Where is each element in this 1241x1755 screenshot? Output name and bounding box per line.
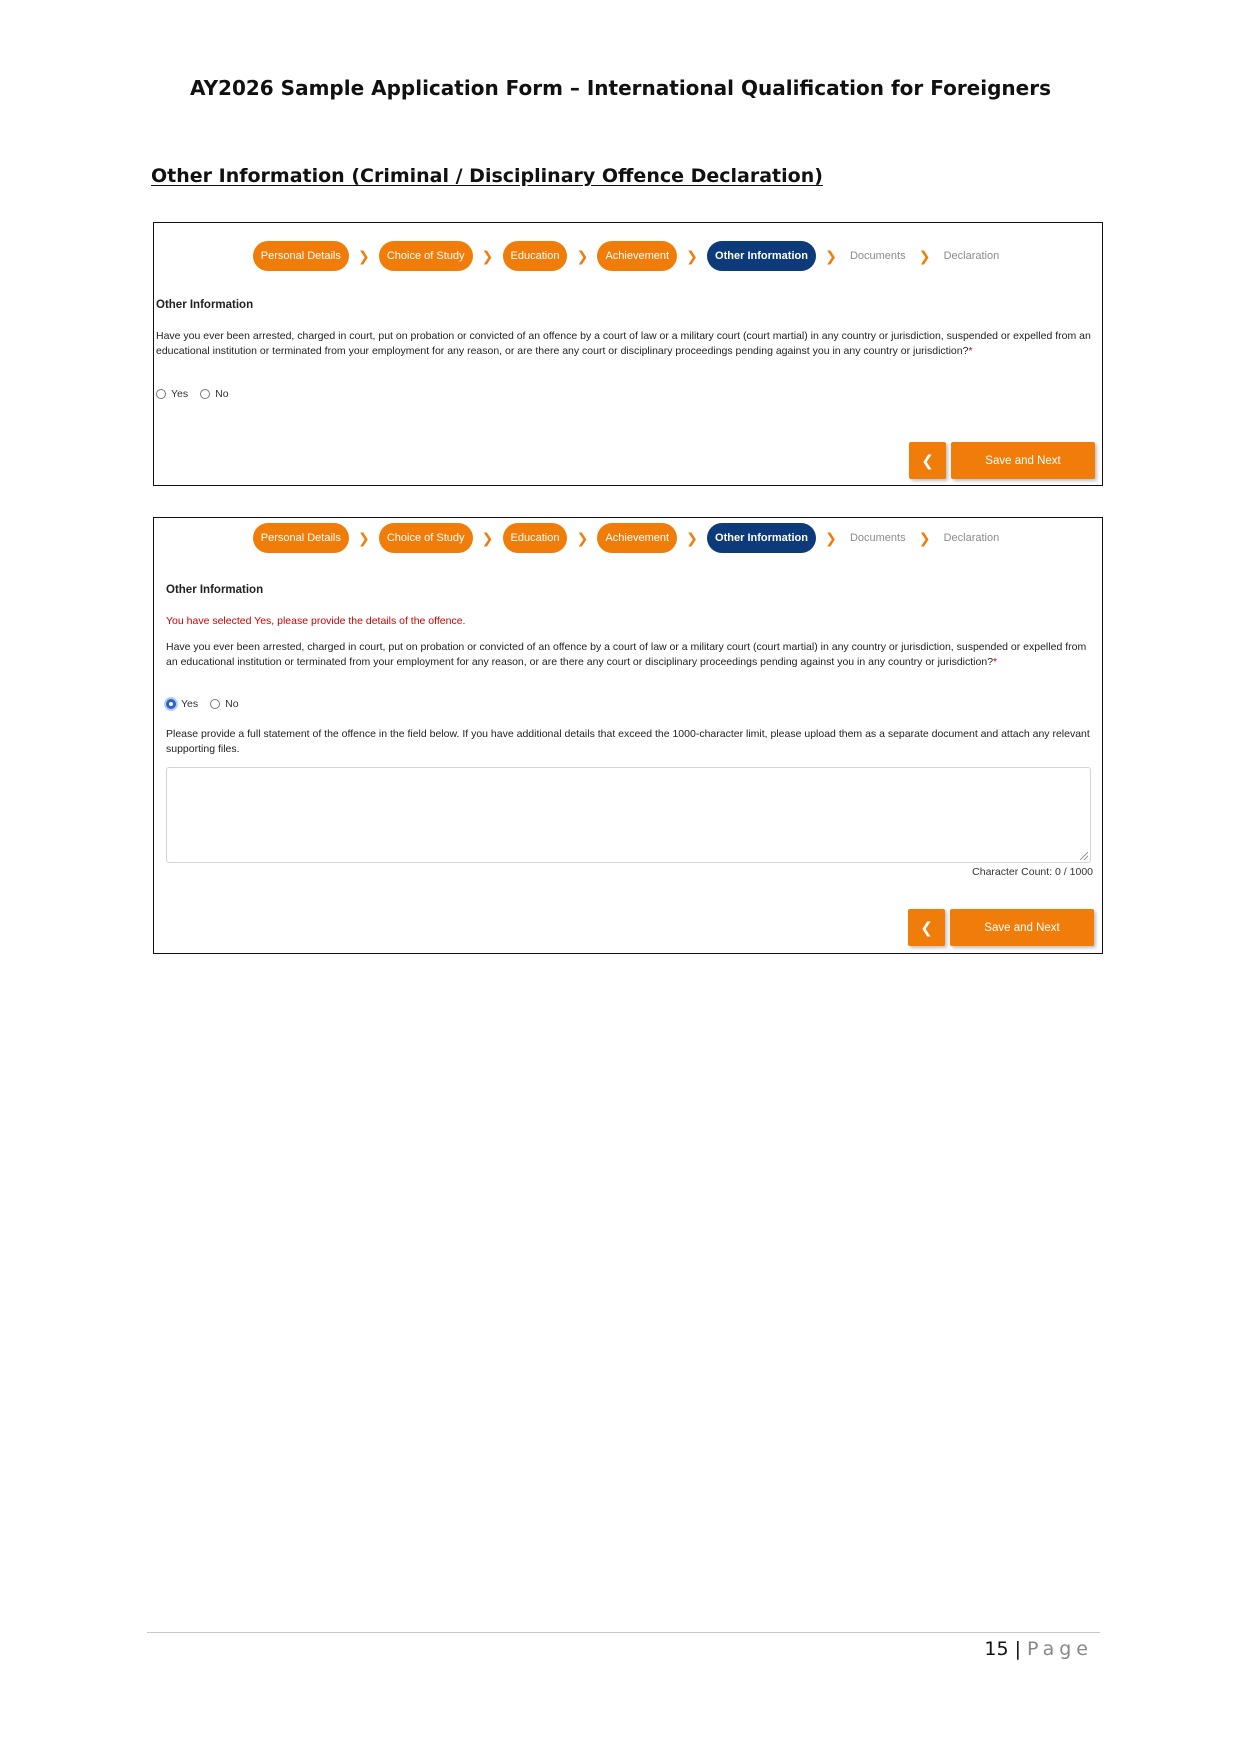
page-number: 15 | Page [984,1638,1093,1660]
offence-question: Have you ever been arrested, charged in court, put on probation or convicted of an offence by a court of law or a military court (court martial) in any country or jurisdiction, suspended or expelled from an educational institution or terminated from your employment for any reason, or are there any court or disciplinary proceedings pending against you in any country or jurisdiction?* [156,330,1091,357]
step-declaration: Declaration [943,532,1000,544]
chevron-right-icon: ❯ [576,529,589,546]
save-and-next-button[interactable]: Save and Next [951,442,1095,479]
offence-question: Have you ever been arrested, charged in court, put on probation or convicted of an offence by a court of law or a military court (court martial) in any country or jurisdiction, suspended or expelled from an educational institution or terminated from your employment for any reason, or are there any court or disciplinary proceedings pending against you in any country or jurisdiction?* [166,641,1087,668]
character-count: Character Count: 0 / 1000 [972,866,1093,878]
progress-stepper [154,523,1102,553]
step-documents: Documents [849,532,906,544]
required-marker: * [993,656,998,668]
step-choice-of-study[interactable]: Choice of Study [379,523,473,553]
form-section-title: Other Information [166,584,264,596]
radio-yes[interactable] [166,699,176,709]
yes-selected-alert: You have selected Yes, please provide the details of the offence. [166,615,466,627]
radio-no[interactable] [210,699,220,709]
chevron-right-icon: ❯ [825,247,837,264]
progress-stepper [154,241,1102,271]
chevron-right-icon: ❯ [825,529,837,546]
step-other-information[interactable]: Other Information [707,523,816,553]
chevron-right-icon: ❯ [481,247,494,264]
chevron-left-icon: ❮ [920,919,933,937]
radio-no[interactable] [200,389,210,399]
chevron-right-icon: ❯ [918,529,931,546]
offence-statement-textarea[interactable] [166,767,1091,863]
step-documents: Documents [849,250,906,262]
step-other-information[interactable]: Other Information [707,241,816,271]
radio-yes[interactable] [156,389,166,399]
chevron-left-icon: ❮ [921,452,934,470]
radio-yes-label[interactable]: Yes [171,388,189,400]
step-education[interactable]: Education [503,523,568,553]
step-education[interactable]: Education [503,241,568,271]
required-marker: * [968,345,973,357]
save-and-next-button[interactable]: Save and Next [950,909,1094,946]
document-title: AY2026 Sample Application Form – International Qualification for Foreigners [190,76,1051,100]
screenshot-panel-default [153,222,1103,486]
resize-handle-icon[interactable] [1080,852,1088,860]
chevron-right-icon: ❯ [686,247,698,264]
radio-no-label[interactable]: No [225,698,239,710]
offence-radio-group [166,698,251,710]
form-section-title: Other Information [156,299,254,311]
offence-radio-group [156,388,241,400]
chevron-right-icon: ❯ [918,247,931,264]
back-button[interactable] [908,909,945,946]
footer-divider [147,1632,1100,1633]
chevron-right-icon: ❯ [686,529,698,546]
section-heading: Other Information (Criminal / Disciplinary Offence Declaration) [151,165,823,187]
chevron-right-icon: ❯ [576,247,589,264]
back-button[interactable] [909,442,946,479]
chevron-right-icon: ❯ [357,529,370,546]
statement-prompt: Please provide a full statement of the offence in the field below. If you have additional details that exceed the 1000-character limit, please upload them as a separate document and attach any relevant supporting files. [166,728,1090,755]
chevron-right-icon: ❯ [357,247,370,264]
step-declaration: Declaration [943,250,1000,262]
chevron-right-icon: ❯ [481,529,494,546]
step-achievement[interactable]: Achievement [597,241,677,271]
screenshot-panel-yes-selected [153,517,1103,954]
step-personal-details[interactable]: Personal Details [253,241,349,271]
step-choice-of-study[interactable]: Choice of Study [379,241,473,271]
step-achievement[interactable]: Achievement [597,523,677,553]
radio-yes-label[interactable]: Yes [181,698,199,710]
step-personal-details[interactable]: Personal Details [253,523,349,553]
radio-no-label[interactable]: No [215,388,229,400]
